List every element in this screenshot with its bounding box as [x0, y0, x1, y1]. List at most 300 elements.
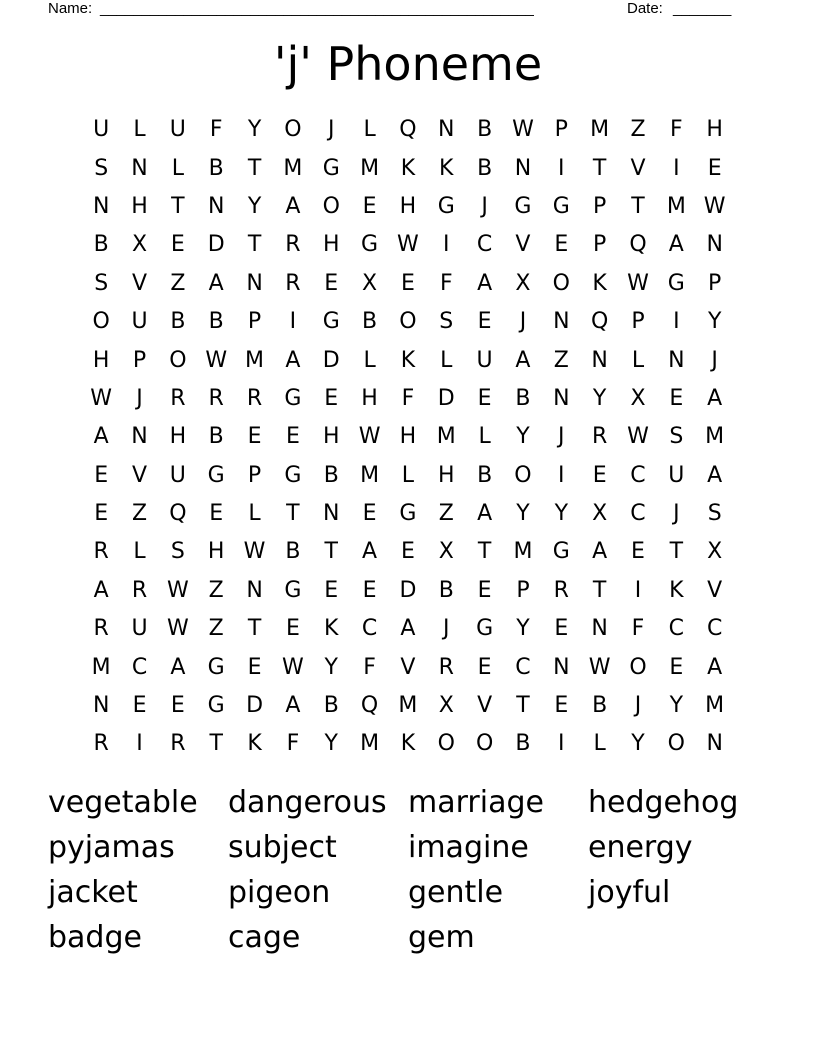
grid-letter: A	[668, 232, 684, 258]
grid-letter: R	[438, 654, 454, 680]
grid-letter: W	[358, 424, 381, 450]
grid-letter: L	[248, 501, 261, 527]
grid-letter: E	[324, 385, 339, 411]
grid-letter: E	[324, 577, 339, 603]
grid-row	[82, 457, 734, 495]
grid-letter: M	[245, 347, 265, 373]
grid-letter: Y	[324, 654, 338, 680]
grid-row	[82, 226, 734, 264]
grid-letter: U	[668, 462, 685, 488]
grid-letter: A	[592, 539, 608, 565]
grid-letter: L	[363, 117, 376, 143]
grid-letter: G	[207, 462, 225, 488]
grid-letter: N	[131, 424, 148, 450]
grid-letter: D	[207, 232, 225, 258]
grid-letter: P	[554, 117, 568, 143]
grid-letter: S	[669, 424, 684, 450]
grid-row	[82, 303, 734, 341]
grid-letter: I	[289, 309, 297, 335]
page-title: 'j' Phoneme	[273, 37, 543, 91]
grid-letter: X	[131, 232, 148, 258]
grid-letter: C	[630, 462, 646, 488]
grid-letter: B	[477, 462, 493, 488]
grid-row	[82, 341, 734, 379]
grid-letter: Y	[516, 424, 530, 450]
grid-letter: B	[285, 539, 301, 565]
grid-letter: O	[667, 731, 685, 757]
grid-letter: Y	[707, 309, 722, 335]
grid-letter: A	[707, 654, 723, 680]
grid-letter: P	[593, 232, 607, 258]
grid-letter: H	[399, 424, 417, 450]
grid-letter: Y	[247, 117, 262, 143]
grid-letter: J	[327, 117, 335, 143]
grid-letter: E	[554, 232, 569, 258]
grid-letter: E	[477, 577, 492, 603]
grid-letter: S	[94, 155, 109, 181]
grid-letter: N	[246, 270, 263, 296]
grid-letter: Q	[629, 232, 647, 258]
grid-letter: Z	[553, 347, 569, 373]
grid-letter: N	[514, 155, 532, 181]
grid-letter: Y	[554, 501, 569, 527]
grid-letter: T	[477, 539, 492, 565]
grid-letter: M	[436, 424, 456, 450]
grid-letter: J	[136, 385, 143, 411]
word-list-item: pyjamas	[48, 830, 175, 865]
word-list-item: hedgehog	[588, 785, 739, 820]
grid-letter: H	[361, 385, 378, 411]
grid-letter: X	[515, 270, 531, 296]
name-label: Name:	[48, 0, 93, 17]
grid-letter: M	[705, 424, 725, 450]
grid-letter: N	[668, 347, 685, 373]
grid-letter: M	[513, 539, 533, 565]
grid-letter: E	[669, 385, 684, 411]
grid-letter: G	[207, 654, 225, 680]
grid-letter: T	[247, 232, 262, 258]
word-list-item: subject	[228, 830, 337, 865]
grid-letter: H	[131, 193, 148, 219]
word-list-item: pigeon	[228, 875, 331, 910]
grid-letter: C	[630, 501, 646, 527]
grid-letter: B	[438, 577, 454, 603]
grid-letter: J	[443, 616, 450, 642]
grid-letter: G	[284, 577, 302, 603]
grid-letter: L	[133, 539, 146, 565]
grid-letter: A	[515, 347, 531, 373]
grid-letter: W	[588, 654, 611, 680]
word-list-item: badge	[48, 920, 142, 955]
grid-letter: Z	[438, 501, 454, 527]
grid-letter: N	[706, 731, 723, 757]
grid-letter: F	[286, 731, 300, 757]
grid-letter: W	[90, 385, 113, 411]
grid-letter: E	[170, 693, 185, 719]
grid-letter: H	[322, 232, 340, 258]
grid-letter: E	[362, 501, 377, 527]
grid-letter: L	[133, 117, 146, 143]
grid-letter: R	[285, 232, 301, 258]
grid-letter: R	[170, 731, 186, 757]
grid-row	[82, 418, 734, 456]
grid-letter: E	[477, 385, 492, 411]
grid-letter: O	[169, 347, 187, 373]
grid-letter: D	[399, 577, 417, 603]
grid-letter: X	[362, 270, 378, 296]
grid-letter: V	[131, 270, 148, 296]
grid-letter: G	[284, 462, 302, 488]
grid-letter: N	[553, 385, 570, 411]
grid-letter: E	[285, 616, 300, 642]
grid-letter: T	[286, 501, 300, 527]
grid-letter: K	[247, 731, 262, 757]
grid-letter: A	[707, 385, 723, 411]
word-list-item: cage	[228, 920, 301, 955]
grid-letter: E	[209, 501, 224, 527]
word-list-item: marriage	[408, 785, 544, 820]
grid-letter: M	[91, 654, 111, 680]
grid-letter: O	[322, 193, 340, 219]
grid-letter: M	[360, 155, 380, 181]
grid-letter: W	[166, 577, 189, 603]
grid-letter: K	[400, 155, 416, 181]
grid-letter: J	[673, 501, 680, 527]
grid-letter: W	[166, 616, 189, 642]
grid-letter: J	[711, 347, 718, 373]
grid-letter: N	[706, 232, 723, 258]
grid-letter: P	[631, 309, 645, 335]
grid-letter: R	[246, 385, 263, 411]
grid-letter: E	[669, 654, 684, 680]
grid-letter: T	[171, 193, 185, 219]
grid-letter: V	[477, 693, 493, 719]
grid-letter: R	[285, 270, 301, 296]
grid-letter: W	[243, 539, 266, 565]
grid-letter: E	[477, 654, 492, 680]
grid-letter: M	[360, 731, 380, 757]
grid-letter: A	[285, 193, 301, 219]
grid-letter: L	[363, 347, 376, 373]
grid-letter: U	[93, 117, 110, 143]
grid-letter: N	[207, 193, 225, 219]
grid-letter: B	[208, 155, 224, 181]
grid-letter: W	[627, 424, 649, 450]
grid-letter: G	[361, 232, 379, 258]
grid-letter: O	[284, 117, 302, 143]
grid-letter: I	[673, 309, 680, 335]
grid-letter: G	[437, 193, 455, 219]
grid-letter: T	[592, 155, 607, 181]
grid-letter: E	[324, 270, 339, 296]
grid-letter: T	[516, 693, 530, 719]
grid-letter: A	[477, 270, 493, 296]
grid-letter: N	[246, 577, 263, 603]
date-label: Date:	[627, 0, 663, 17]
grid-letter: K	[592, 270, 607, 296]
grid-letter: X	[438, 539, 454, 565]
grid-letter: Y	[247, 193, 262, 219]
grid-letter: A	[400, 616, 416, 642]
grid-letter: Z	[630, 117, 646, 143]
grid-letter: R	[93, 616, 109, 642]
grid-letter: F	[401, 385, 415, 411]
grid-letter: V	[630, 155, 646, 181]
grid-letter: P	[247, 309, 262, 335]
grid-letter: V	[707, 577, 723, 603]
grid-letter: B	[208, 424, 224, 450]
grid-letter: E	[247, 424, 262, 450]
grid-letter: B	[515, 385, 531, 411]
grid-letter: V	[131, 462, 148, 488]
grid-row	[82, 533, 734, 571]
word-list-item: gem	[408, 920, 475, 955]
grid-letter: Z	[208, 616, 224, 642]
grid-letter: B	[323, 462, 339, 488]
grid-letter: B	[323, 693, 339, 719]
grid-letter: E	[94, 501, 109, 527]
grid-row	[82, 149, 734, 187]
grid-letter: N	[553, 654, 570, 680]
grid-row	[82, 610, 734, 648]
grid-letter: J	[634, 693, 642, 719]
grid-letter: G	[514, 193, 532, 219]
grid-letter: L	[631, 347, 645, 373]
grid-letter: O	[552, 270, 570, 296]
grid-letter: L	[478, 424, 491, 450]
grid-letter: I	[634, 577, 642, 603]
grid-letter: R	[208, 385, 224, 411]
grid-letter: U	[131, 309, 148, 335]
grid-row	[82, 725, 734, 763]
grid-letter: T	[592, 577, 607, 603]
grid-letter: E	[477, 309, 492, 335]
grid-letter: F	[439, 270, 453, 296]
grid-row	[82, 265, 734, 303]
grid-letter: B	[208, 309, 224, 335]
grid-letter: D	[437, 385, 455, 411]
word-list	[48, 781, 768, 961]
grid-row	[82, 111, 734, 149]
grid-letter: D	[246, 693, 264, 719]
grid-letter: W	[627, 270, 649, 296]
grid-letter: K	[400, 731, 416, 757]
grid-letter: I	[558, 155, 565, 181]
grid-letter: D	[322, 347, 340, 373]
grid-letter: Q	[360, 693, 379, 719]
grid-letter: N	[553, 309, 570, 335]
grid-letter: E	[362, 193, 377, 219]
grid-letter: B	[362, 309, 378, 335]
grid-letter: W	[512, 117, 534, 143]
grid-letter: J	[558, 424, 565, 450]
grid-letter: E	[285, 424, 300, 450]
grid-letter: R	[591, 424, 608, 450]
grid-letter: L	[171, 155, 184, 181]
grid-letter: N	[591, 347, 608, 373]
grid-letter: M	[360, 462, 380, 488]
word-list-item: energy	[588, 830, 693, 865]
grid-letter: T	[631, 193, 645, 219]
grid-letter: B	[170, 309, 186, 335]
grid-letter: P	[516, 577, 530, 603]
grid-letter: F	[631, 616, 645, 642]
grid-letter: C	[515, 654, 531, 680]
grid-letter: M	[283, 155, 303, 181]
grid-letter: Y	[516, 501, 530, 527]
grid-letter: H	[169, 424, 187, 450]
grid-letter: N	[92, 693, 110, 719]
grid-letter: E	[631, 539, 645, 565]
grid-letter: E	[170, 232, 185, 258]
grid-letter: W	[397, 232, 419, 258]
grid-letter: A	[707, 462, 723, 488]
grid-letter: R	[170, 385, 186, 411]
grid-letter: O	[399, 309, 417, 335]
grid-letter: B	[477, 117, 493, 143]
grid-letter: E	[592, 462, 607, 488]
word-list-item: dangerous	[228, 785, 387, 820]
grid-letter: Y	[592, 385, 607, 411]
grid-letter: H	[207, 539, 225, 565]
grid-letter: S	[170, 539, 185, 565]
grid-letter: Z	[170, 270, 186, 296]
grid-letter: O	[629, 654, 647, 680]
grid-letter: L	[593, 731, 606, 757]
grid-letter: N	[591, 616, 608, 642]
grid-row	[82, 687, 734, 725]
grid-letter: U	[476, 347, 493, 373]
word-list-item: gentle	[408, 875, 504, 910]
grid-letter: Y	[669, 693, 684, 719]
grid-letter: N	[92, 193, 110, 219]
grid-row	[82, 572, 734, 610]
grid-letter: K	[324, 616, 339, 642]
grid-letter: J	[519, 309, 527, 335]
grid-letter: Z	[208, 577, 224, 603]
grid-letter: Z	[131, 501, 148, 527]
grid-letter: L	[440, 347, 453, 373]
grid-letter: G	[322, 309, 340, 335]
grid-letter: Y	[324, 731, 338, 757]
grid-letter: R	[93, 731, 109, 757]
grid-letter: H	[399, 193, 417, 219]
grid-letter: Y	[631, 731, 645, 757]
grid-letter: E	[362, 577, 377, 603]
grid-letter: X	[592, 501, 608, 527]
grid-row	[82, 495, 734, 533]
grid-letter: T	[247, 155, 262, 181]
grid-letter: M	[590, 117, 610, 143]
grid-letter: A	[93, 577, 109, 603]
grid-letter: M	[705, 693, 725, 719]
grid-letter: S	[94, 270, 109, 296]
grid-letter: C	[131, 654, 148, 680]
grid-letter: H	[92, 347, 110, 373]
grid-letter: L	[401, 462, 415, 488]
grid-letter: P	[132, 347, 147, 373]
grid-letter: S	[439, 309, 454, 335]
grid-letter: I	[136, 731, 143, 757]
grid-letter: U	[169, 462, 186, 488]
grid-letter: O	[514, 462, 532, 488]
grid-letter: Q	[590, 309, 609, 335]
word-list-item: joyful	[588, 875, 671, 910]
grid-letter: E	[94, 462, 109, 488]
grid-letter: O	[475, 731, 494, 757]
grid-letter: T	[247, 616, 262, 642]
grid-letter: I	[443, 232, 450, 258]
grid-letter: T	[669, 539, 684, 565]
grid-letter: Y	[516, 616, 530, 642]
grid-letter: G	[667, 270, 685, 296]
grid-letter: G	[552, 539, 570, 565]
grid-letter: R	[553, 577, 569, 603]
grid-letter: B	[592, 693, 608, 719]
grid-letter: E	[400, 539, 415, 565]
grid-letter: T	[324, 539, 338, 565]
grid-letter: N	[131, 155, 148, 181]
grid-letter: A	[362, 539, 378, 565]
grid-letter: M	[398, 693, 418, 719]
grid-letter: K	[669, 577, 684, 603]
grid-letter: E	[132, 693, 147, 719]
grid-letter: I	[558, 462, 565, 488]
grid-letter: V	[515, 232, 531, 258]
grid-letter: N	[438, 117, 455, 143]
grid-letter: E	[554, 616, 569, 642]
word-list-item: imagine	[408, 830, 529, 865]
grid-letter: G	[552, 193, 570, 219]
grid-letter: V	[400, 654, 416, 680]
grid-letter: F	[209, 117, 223, 143]
grid-letter: C	[706, 616, 723, 642]
grid-letter: H	[322, 424, 340, 450]
grid-letter: P	[593, 193, 607, 219]
worksheet-header	[48, 0, 748, 20]
grid-row	[82, 380, 734, 418]
grid-letter: G	[399, 501, 417, 527]
grid-letter: H	[706, 117, 723, 143]
grid-letter: S	[707, 501, 722, 527]
grid-letter: O	[92, 309, 110, 335]
grid-letter: E	[707, 155, 722, 181]
grid-letter: K	[400, 347, 416, 373]
grid-letter: E	[400, 270, 415, 296]
grid-letter: P	[708, 270, 722, 296]
grid-letter: F	[670, 117, 683, 143]
grid-letter: C	[361, 616, 378, 642]
grid-letter: A	[285, 693, 301, 719]
grid-letter: E	[554, 693, 569, 719]
grid-letter: N	[323, 501, 340, 527]
grid-letter: F	[363, 654, 376, 680]
grid-letter: B	[515, 731, 531, 757]
grid-letter: Q	[399, 117, 417, 143]
date-blank-line: _______	[673, 0, 732, 17]
grid-letter: T	[209, 731, 223, 757]
word-list-item: vegetable	[48, 785, 198, 820]
grid-letter: A	[93, 424, 109, 450]
grid-letter: R	[131, 577, 148, 603]
grid-row	[82, 188, 734, 226]
grid-letter: P	[247, 462, 262, 488]
grid-letter: A	[285, 347, 301, 373]
grid-letter: I	[673, 155, 680, 181]
grid-letter: B	[477, 155, 493, 181]
grid-letter: I	[558, 731, 565, 757]
grid-letter: A	[208, 270, 224, 296]
